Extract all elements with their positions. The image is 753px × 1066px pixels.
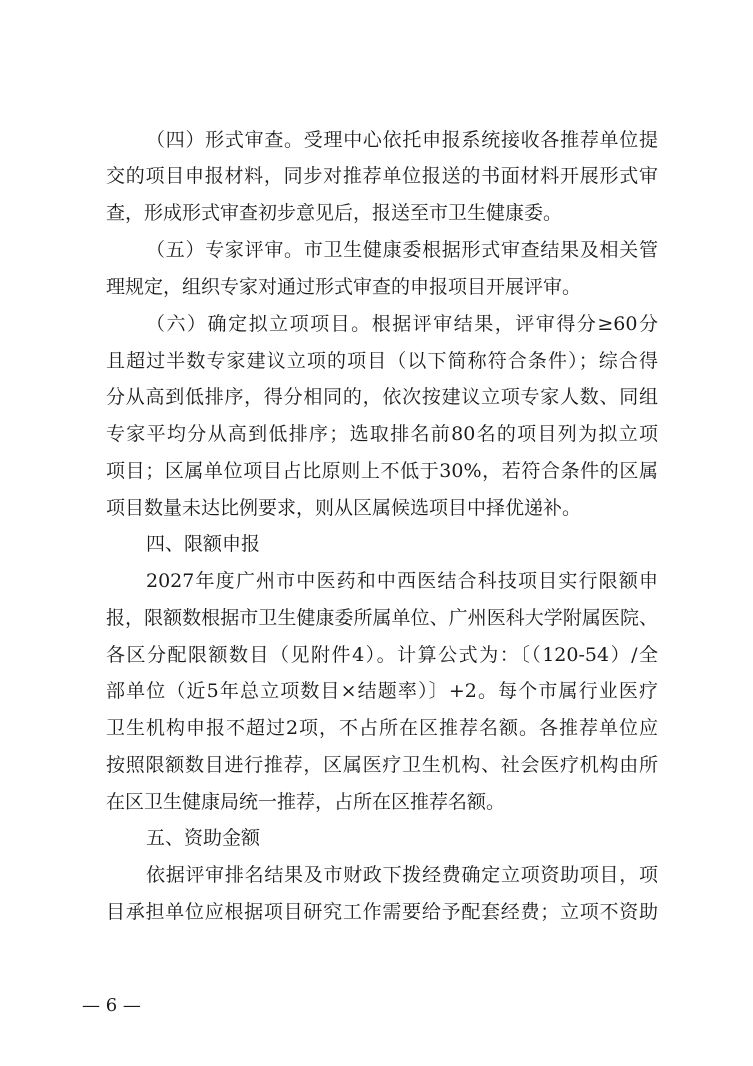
quota-line-2: 报，限额数根据市卫生健康委所属单位、广州医科大学附属医院、 <box>106 607 658 629</box>
s4-line-3: 查，形成形式审查初步意见后，报送至市卫生健康委。 <box>106 202 563 224</box>
s5-lead: （五）专家评审。 <box>146 239 304 261</box>
quota-line-4: 部单位（近5年总立项数目×结题率）〕+2。每个市属行业医疗 <box>106 680 658 702</box>
s6-line-6: 项目数量未达比例要求，则从区属候选项目中择优递补。 <box>106 497 582 519</box>
s6-line-1-text: 根据评审结果，评审得分≥60分 <box>371 313 658 335</box>
quota-line-3: 各区分配限额数目（见附件4）。计算公式为：〔（120-54）/全 <box>106 644 658 666</box>
s4-line-2: 交的项目申报材料，同步对推荐单位报送的书面材料开展形式审 <box>106 165 658 187</box>
s4-line-1-text: 受理中心依托申报系统接收各推荐单位提 <box>303 129 658 151</box>
s6-lead: （六）确定拟立项项目。 <box>146 313 372 335</box>
s6-line-4: 专家平均分从高到低排序；选取排名前80名的项目列为拟立项 <box>106 423 658 445</box>
s6-line-5: 项目；区属单位项目占比原则上不低于30%，若符合条件的区属 <box>106 460 658 482</box>
page-number: — 6 — <box>82 995 141 1016</box>
s5-line-2: 理规定，组织专家对通过形式审查的申报项目开展评审。 <box>106 276 582 298</box>
quota-line-6: 按照限额数目进行推荐，区属医疗卫生机构、社会医疗机构由所 <box>106 754 658 776</box>
quota-line-1: 2027年度广州市中医药和中西医结合科技项目实行限额申 <box>146 570 658 592</box>
funding-line-1: 依据评审排名结果及市财政下拨经费确定立项资助项目，项 <box>146 864 658 886</box>
funding-line-2: 目承担单位应根据项目研究工作需要给予配套经费；立项不资助 <box>106 901 658 923</box>
s5-line-1 <box>146 238 658 262</box>
s6-line-3: 分从高到低排序，得分相同的，依次按建议立项专家人数、同组 <box>106 386 658 408</box>
funding-heading: 五、资助金额 <box>146 827 261 849</box>
s4-line-1 <box>146 128 658 152</box>
quota-line-7: 在区卫生健康局统一推荐，占所在区推荐名额。 <box>106 791 506 813</box>
s6-line-1 <box>146 312 658 336</box>
s6-line-2: 且超过半数专家建议立项的项目（以下简称符合条件）；综合得 <box>106 350 658 372</box>
quota-line-5: 卫生机构申报不超过2项，不占所在区推荐名额。各推荐单位应 <box>106 717 658 739</box>
s5-line-1-text: 市卫生健康委根据形式审查结果及相关管 <box>303 239 658 261</box>
quota-heading: 四、限额申报 <box>146 533 261 555</box>
s4-lead: （四）形式审查。 <box>146 129 304 151</box>
